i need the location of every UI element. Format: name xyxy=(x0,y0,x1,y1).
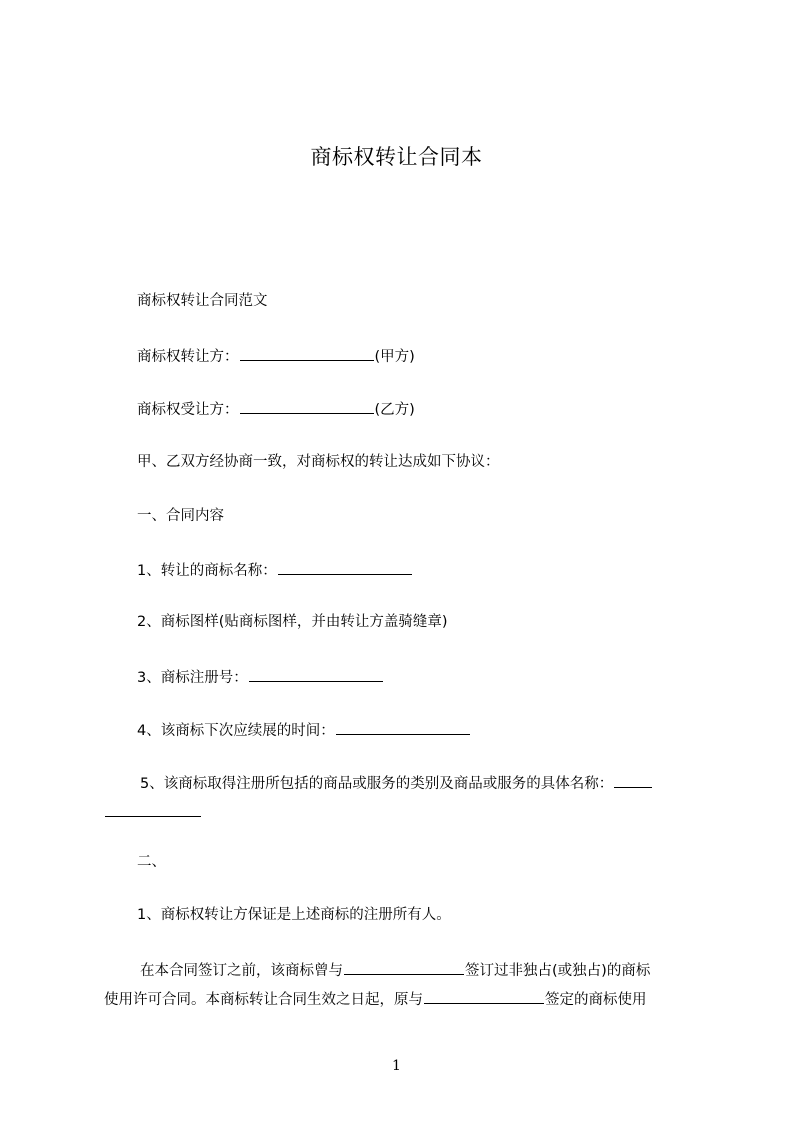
license-text-a1: 在本合同签订之前，该商标曾与 xyxy=(140,963,343,979)
license-text-b2: 签定的商标使用 xyxy=(545,992,647,1008)
licensee-blank-2 xyxy=(424,988,544,1004)
transferee-label: 商标权受让方： xyxy=(137,402,239,418)
item-trademark-design: 2、商标图样(贴商标图样，并由转让方盖骑缝章) xyxy=(137,614,448,630)
transferor-label: 商标权转让方： xyxy=(137,349,239,365)
goods-services-blank-2 xyxy=(105,801,201,817)
license-text-b1: 使用许可合同。本商标转让合同生效之日起，原与 xyxy=(104,992,423,1008)
transferor-line xyxy=(137,345,415,367)
section-2-item-1: 1、商标权转让方保证是上述商标的注册所有人。 xyxy=(137,907,451,923)
transferee-line xyxy=(137,398,415,420)
item-goods-services xyxy=(140,772,653,794)
transferor-suffix: (甲方) xyxy=(374,349,415,365)
contract-subtitle: 商标权转让合同范文 xyxy=(137,293,268,309)
transferor-blank xyxy=(240,345,374,361)
item-trademark-name xyxy=(137,559,413,581)
page-number: 1 xyxy=(392,1058,401,1074)
licensee-blank-1 xyxy=(344,959,464,975)
item-renewal-time-label: 4、该商标下次应续展的时间： xyxy=(137,723,335,739)
item-goods-services-label: 5、该商标取得注册所包括的商品或服务的类别及商品或服务的具体名称： xyxy=(140,776,614,792)
item-renewal-time xyxy=(137,719,471,741)
section-1-heading: 一、合同内容 xyxy=(137,508,224,524)
intro-paragraph: 甲、乙双方经协商一致，对商标权的转让达成如下协议： xyxy=(137,454,500,470)
item-trademark-name-label: 1、转让的商标名称： xyxy=(137,563,277,579)
transferee-blank xyxy=(240,398,374,414)
item-registration-number xyxy=(137,666,384,688)
license-paragraph-line-2 xyxy=(104,988,647,1010)
document-title: 商标权转让合同本 xyxy=(310,145,483,169)
license-paragraph-line-1 xyxy=(140,959,650,981)
section-2-heading: 二、 xyxy=(137,854,166,870)
license-text-a2: 签订过非独占(或独占)的商标 xyxy=(465,963,651,979)
goods-services-blank-1 xyxy=(614,772,652,788)
trademark-name-blank xyxy=(278,559,412,575)
transferee-suffix: (乙方) xyxy=(374,402,415,418)
item-registration-number-label: 3、商标注册号： xyxy=(137,670,248,686)
goods-services-continuation xyxy=(104,801,202,823)
renewal-time-blank xyxy=(336,719,470,735)
registration-number-blank xyxy=(249,666,383,682)
